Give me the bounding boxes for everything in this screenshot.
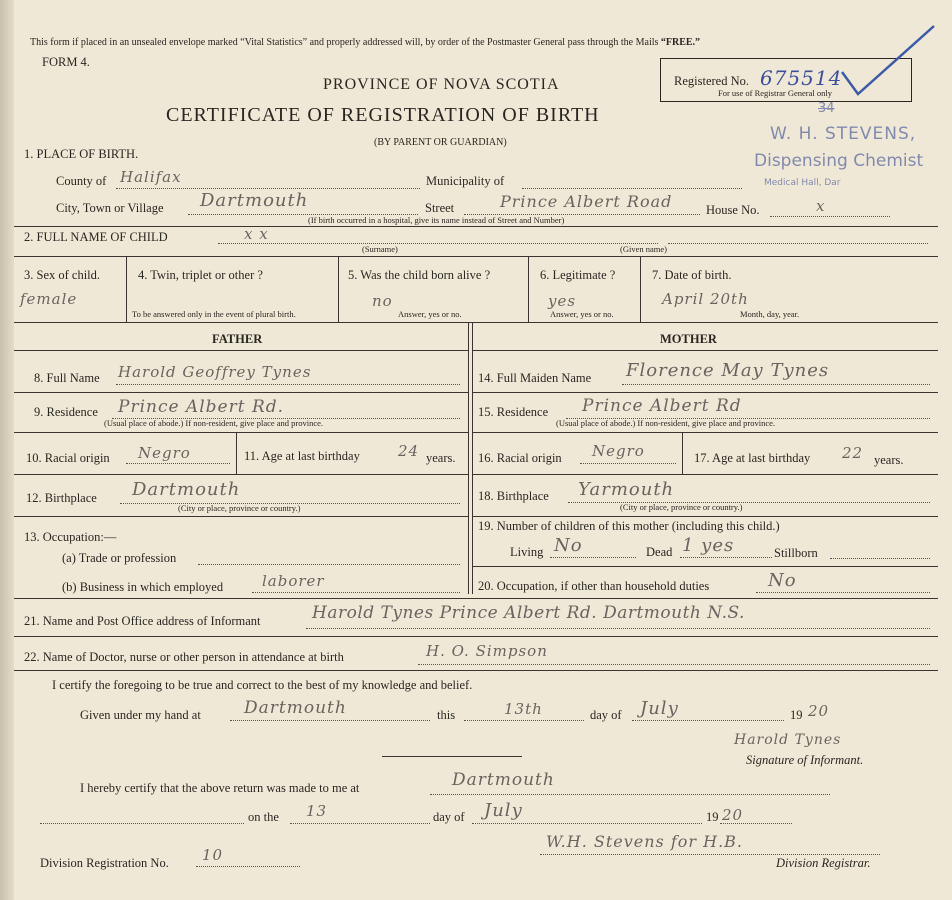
mother-name-label: 14. Full Maiden Name [478, 371, 592, 385]
mother-birthplace-label: 18. Birthplace [478, 489, 549, 503]
province-title: PROVINCE OF NOVA SCOTIA [323, 76, 560, 93]
father-name-label: 8. Full Name [34, 371, 100, 385]
free-text: “FREE.” [660, 37, 701, 48]
date-note: Month, day, year. [740, 309, 800, 319]
children-label: 19. Number of children of this mother (including this child.) [478, 519, 780, 533]
given-name-note: (Given name) [620, 244, 667, 254]
mother-occupation-value: No [768, 570, 797, 591]
given-dayof-label: day of [590, 708, 622, 722]
father-heading: FATHER [212, 332, 263, 346]
municipality-label: Municipality of [426, 174, 505, 188]
mother-residence-label: 15. Residence [478, 405, 549, 419]
stamp-number: 34 [818, 101, 835, 116]
father-racial-label: 10. Racial origin [26, 451, 110, 465]
living-value: No [554, 535, 583, 556]
county-value: Halifax [120, 168, 182, 186]
mother-heading: MOTHER [660, 332, 717, 346]
mother-age-label: 17. Age at last birthday [694, 451, 811, 465]
hospital-note: (If birth occurred in a hospital, give its name instead of Street and Number) [308, 215, 565, 225]
father-residence-label: 9. Residence [34, 405, 98, 419]
date-label: 7. Date of birth. [652, 268, 732, 282]
registrar-on-label: on the [248, 810, 279, 824]
registrar-place-value: Dartmouth [452, 770, 555, 790]
occupation-label: 13. Occupation:— [24, 530, 117, 544]
mother-residence-value: Prince Albert Rd [582, 396, 742, 416]
child-name-value: x x [244, 225, 269, 243]
certificate-subtitle: (BY PARENT OR GUARDIAN) [374, 137, 507, 148]
registered-label: Registered No. [674, 74, 749, 88]
date-value: April 20th [662, 290, 749, 308]
street-label: Street [425, 201, 455, 215]
registered-number: 675514 [760, 66, 843, 90]
father-years-label: years. [426, 451, 456, 465]
father-residence-value: Prince Albert Rd. [118, 397, 285, 417]
street-value: Prince Albert Road [500, 192, 673, 211]
house-label: House No. [706, 203, 760, 217]
registrar-dayof-label: day of [433, 810, 465, 824]
registrar-statement: I hereby certify that the above return was made to me at [80, 781, 360, 795]
form-number: FORM 4. [42, 55, 90, 69]
registrar-use-note: For use of Registrar General only [718, 88, 833, 98]
mother-racial-label: 16. Racial origin [478, 451, 562, 465]
stillborn-label: Stillborn [774, 546, 818, 560]
sex-label: 3. Sex of child. [24, 268, 101, 282]
informant-value: Harold Tynes Prince Albert Rd. Dartmouth N.S. [312, 603, 745, 623]
father-racial-value: Negro [138, 444, 191, 462]
business-value: laborer [262, 572, 325, 590]
informant-signature: Harold Tynes [734, 732, 842, 748]
mother-years-label: years. [874, 453, 904, 467]
place-heading: 1. PLACE OF BIRTH. [24, 147, 139, 161]
county-label: County of [56, 174, 107, 188]
father-residence-note: (Usual place of abode.) If non-resident, give place and province. [104, 418, 324, 428]
father-age-value: 24 [398, 442, 420, 460]
given-year-value: 20 [808, 702, 830, 720]
business-label: (b) Business in which employed [62, 580, 224, 594]
mail-notice [30, 37, 700, 48]
given-year-prefix: 19 [790, 708, 803, 722]
trade-label: (a) Trade or profession [62, 551, 177, 565]
sex-value: female [20, 290, 78, 308]
mother-occupation-label: 20. Occupation, if other than household duties [478, 579, 710, 593]
legitimate-label: 6. Legitimate ? [540, 268, 616, 282]
stamp-address: Medical Hall, Dar [764, 178, 841, 188]
mother-name-value: Florence May Tynes [626, 360, 830, 381]
division-label: Division Registration No. [40, 856, 169, 870]
given-this-label: this [437, 708, 456, 722]
registrar-month-value: July [484, 800, 523, 821]
registrar-year-value: 20 [722, 806, 744, 824]
dead-value: 1 yes [682, 535, 735, 556]
mother-birthplace-value: Yarmouth [578, 479, 675, 500]
city-label: City, Town or Village [56, 201, 164, 215]
surname-note: (Surname) [362, 244, 398, 254]
house-value: x [816, 197, 826, 215]
father-birthplace-note: (City or place, province or country.) [178, 503, 301, 513]
father-name-value: Harold Geoffrey Tynes [118, 363, 312, 381]
informant-signature-label: Signature of Informant. [746, 753, 864, 767]
given-day-value: 13th [504, 700, 543, 718]
given-month-value: July [640, 698, 679, 719]
checkmark-icon [830, 20, 940, 100]
registrar-signature: W.H. Stevens for H.B. [546, 832, 743, 851]
registrar-year-prefix: 19 [706, 810, 719, 824]
father-age-label: 11. Age at last birthday [244, 449, 360, 463]
twin-label: 4. Twin, triplet or other ? [138, 268, 263, 282]
mother-birthplace-note: (City or place, province or country.) [620, 502, 743, 512]
doctor-label: 22. Name of Doctor, nurse or other person in attendance at birth [24, 650, 344, 664]
father-birthplace-value: Dartmouth [132, 479, 241, 500]
division-number: 10 [202, 846, 224, 864]
living-label: Living [510, 545, 544, 559]
mother-residence-note: (Usual place of abode.) If non-resident, give place and province. [556, 418, 776, 428]
mother-age-value: 22 [842, 444, 864, 462]
father-birthplace-label: 12. Birthplace [26, 491, 97, 505]
mother-racial-value: Negro [592, 442, 645, 460]
informant-label: 21. Name and Post Office address of Informant [24, 614, 261, 628]
given-place-value: Dartmouth [244, 698, 347, 718]
given-label: Given under my hand at [80, 708, 201, 722]
dead-label: Dead [646, 545, 673, 559]
binding-edge [0, 0, 14, 900]
legitimate-value: yes [548, 292, 577, 310]
alive-value: no [372, 292, 393, 310]
certify-statement: I certify the foregoing to be true and correct to the best of my knowledge and belief. [52, 678, 473, 692]
child-name-label: 2. FULL NAME OF CHILD [24, 230, 168, 244]
certificate-title: CERTIFICATE OF REGISTRATION OF BIRTH [166, 104, 600, 126]
alive-label: 5. Was the child born alive ? [348, 268, 491, 282]
twin-note: To be answered only in the event of plural birth. [132, 309, 296, 319]
registrar-signature-label: Division Registrar. [776, 856, 871, 870]
alive-note: Answer, yes or no. [398, 309, 462, 319]
legitimate-note: Answer, yes or no. [550, 309, 614, 319]
doctor-value: H. O. Simpson [426, 642, 548, 660]
stamp-name: W. H. STEVENS, [770, 124, 917, 144]
city-value: Dartmouth [200, 190, 309, 211]
registrar-day-value: 13 [306, 802, 328, 820]
notice-text: This form if placed in an unsealed envelope marked “Vital Statistics” and properly addressed will, by order of the Postmaster General pass through the Mails [30, 37, 659, 48]
stamp-title: Dispensing Chemist [754, 151, 924, 171]
